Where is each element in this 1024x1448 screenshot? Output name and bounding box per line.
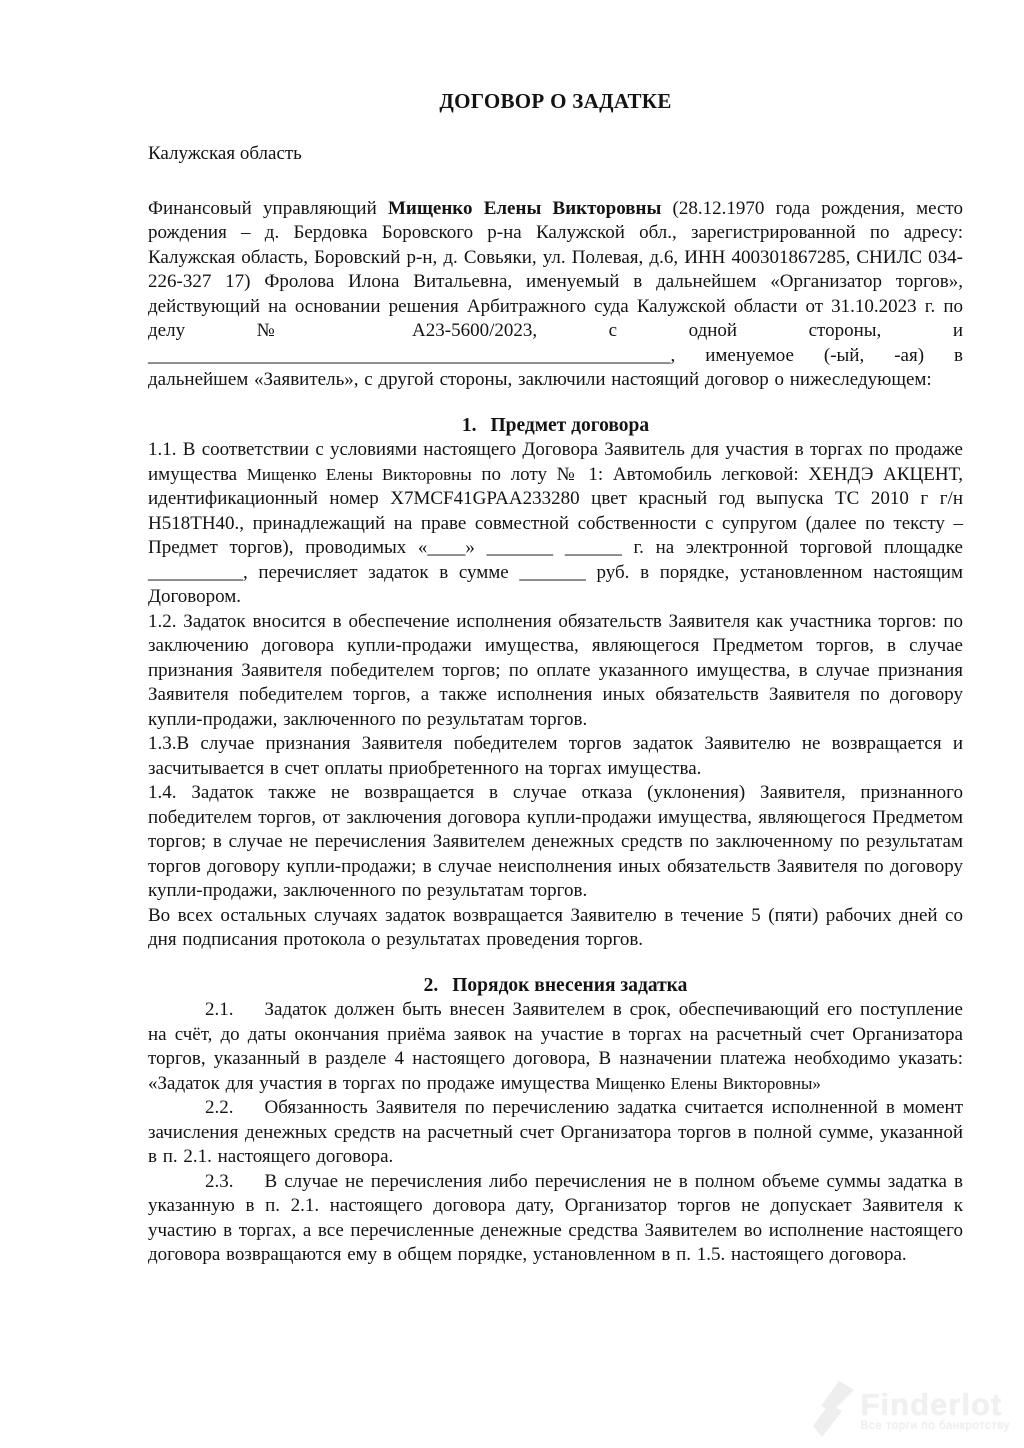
finderlot-logo-icon	[808, 1381, 854, 1442]
watermark-text-block	[860, 1387, 1010, 1433]
debtor-name-bold: Мищенко Елены Викторовны	[387, 197, 662, 219]
clause-2-1	[148, 998, 963, 1096]
finderlot-watermark	[808, 1381, 1010, 1442]
clause-1-3: 1.3.В случае признания Заявителя победителем торгов задаток Заявителю не возвращается и засчитывается в счет оплаты приобретенного на торгах имущества.	[148, 733, 963, 779]
clause-2-1-number: 2.1.	[205, 999, 234, 1020]
clause-2-2-number: 2.2.	[205, 1097, 234, 1118]
clause-1-2: 1.2. Задаток вносится в обеспечение исполнения обязательств Заявителя как участника торгов: по заключению договора купли-продажи имущества, являющегося Предметом торгов, в случае признания Заявителя победителем торгов; по оплате указанного имущества, в случае признания Заявителя победителем торгов, а также исполнения иных обязательств Заявителя по договору купли-продажи, заключенного по результатам торгов.	[148, 610, 963, 730]
preamble-text-start: Финансовый управляющий	[148, 197, 388, 219]
document-title: ДОГОВОР О ЗАДАТКЕ	[439, 89, 672, 113]
section-1-heading	[148, 414, 963, 439]
section-1-number: 1.	[461, 414, 477, 436]
clause-1-1-debtor-name: Мищенко Елены Викторовны	[246, 464, 472, 484]
clause-2-1-text: Задаток должен быть внесен Заявителем в срок, обеспечивающий его поступление на счёт, до даты окончания приёма заявок на участие в торгах на расчетный счет Организатора торгов, указанный в разделе 4 настоящего договора, В назначении платежа необходимо указать: «Задаток для участия в торгах по продаже имущества	[148, 999, 963, 1094]
clause-2-1-debtor-name: Мищенко Елены Викторовны»	[595, 1073, 821, 1093]
region-line: Калужская область	[148, 143, 302, 164]
preamble-text-rest: (28.12.1970 года рождения, место рождения – д. Бердовка Боровского р-на Калужской обл., зарегистрированной по адресу: Калужская область, Боровский р-н, д. Совьяки, ул. Полевая, д.6, ИНН 400301867285, СНИЛС 034-226-327 17) Фролова Илона Витальевна, именуемый в дальнейшем «Организатор торгов», действующий на основании решения Арбитражного суда Калужской области от 31.10.2023 г. по делу № А23-5600/2023, с одной стороны, и _______________________________________________________, именуемое (-ый, -ая) в дальнейшем «Заявитель», с другой стороны, заключили настоящий договор о нижеследующем:	[148, 197, 963, 390]
clause-2-2	[148, 1096, 963, 1170]
clause-2-2-text: Обязанность Заявителя по перечислению задатка считается исполненной в момент зачисления денежных средств на расчетный счет Организатора торгов в полной сумме, указанной в п. 2.1. настоящего договора.	[148, 1097, 963, 1167]
clause-2-3-text: В случае не перечисления либо перечисления не в полном объеме суммы задатка в указанную в п. 2.1. настоящего договора дату, Организатор торгов не допускает Заявителя к участию в торгах, а все перечисленные денежные средства Заявителем во исполнение настоящего договора возвращаются ему в общем порядке, установленном в п. 1.5. настоящего договора.	[148, 1170, 963, 1265]
clause-2-3	[148, 1170, 963, 1268]
clause-1-1	[148, 438, 963, 610]
clause-2-3-number: 2.3.	[205, 1170, 234, 1192]
watermark-tagline: Все торги по банкротству	[860, 1420, 1010, 1432]
clause-1-1-text-start: 1.1. В соответствии с условиями настоящего Договора Заявитель для участия в торгах по продаже имущества	[148, 439, 963, 485]
watermark-brand: Finderlot	[860, 1387, 1003, 1422]
section-2-title: Порядок внесения задатка	[452, 974, 688, 996]
section-2-heading	[148, 974, 963, 999]
clause-1-1-text-rest: по лоту № 1: Автомобиль легковой: ХЕНДЭ АКЦЕНТ, идентификационный номер X7MCF41GPAA233280 цвет красный год выпуска ТС 2010 г г/н Н518ТН40., принадлежащий на праве совместной собственности с супругом (далее по тексту – Предмет торгов), проводимых «____» _______ ______ г. на электронной торговой площадке __________, перечисляет задаток в сумме _______ руб. в порядке, установленном настоящим Договором.	[148, 463, 963, 607]
clause-1-4: 1.4. Задаток также не возвращается в случае отказа (уклонения) Заявителя, признанного победителем торгов, от заключения договора купли-продажи имущества, являющегося Предметом торгов; в случае не перечисления Заявителем денежных средств по заключенному по результатам торгов договору купли-продажи; в случае неисполнения иных обязательств Заявителя по договору купли-продажи, заключенного по результатам торгов.	[148, 782, 963, 901]
section-1-title: Предмет договора	[490, 414, 650, 436]
section-2-number: 2.	[423, 974, 439, 996]
preamble-paragraph	[148, 197, 963, 393]
clause-1-4-tail: Во всех остальных случаях задаток возвращается Заявителю в течение 5 (пяти) рабочих дней со дня подписания протокола о результатах проведения торгов.	[148, 904, 963, 950]
